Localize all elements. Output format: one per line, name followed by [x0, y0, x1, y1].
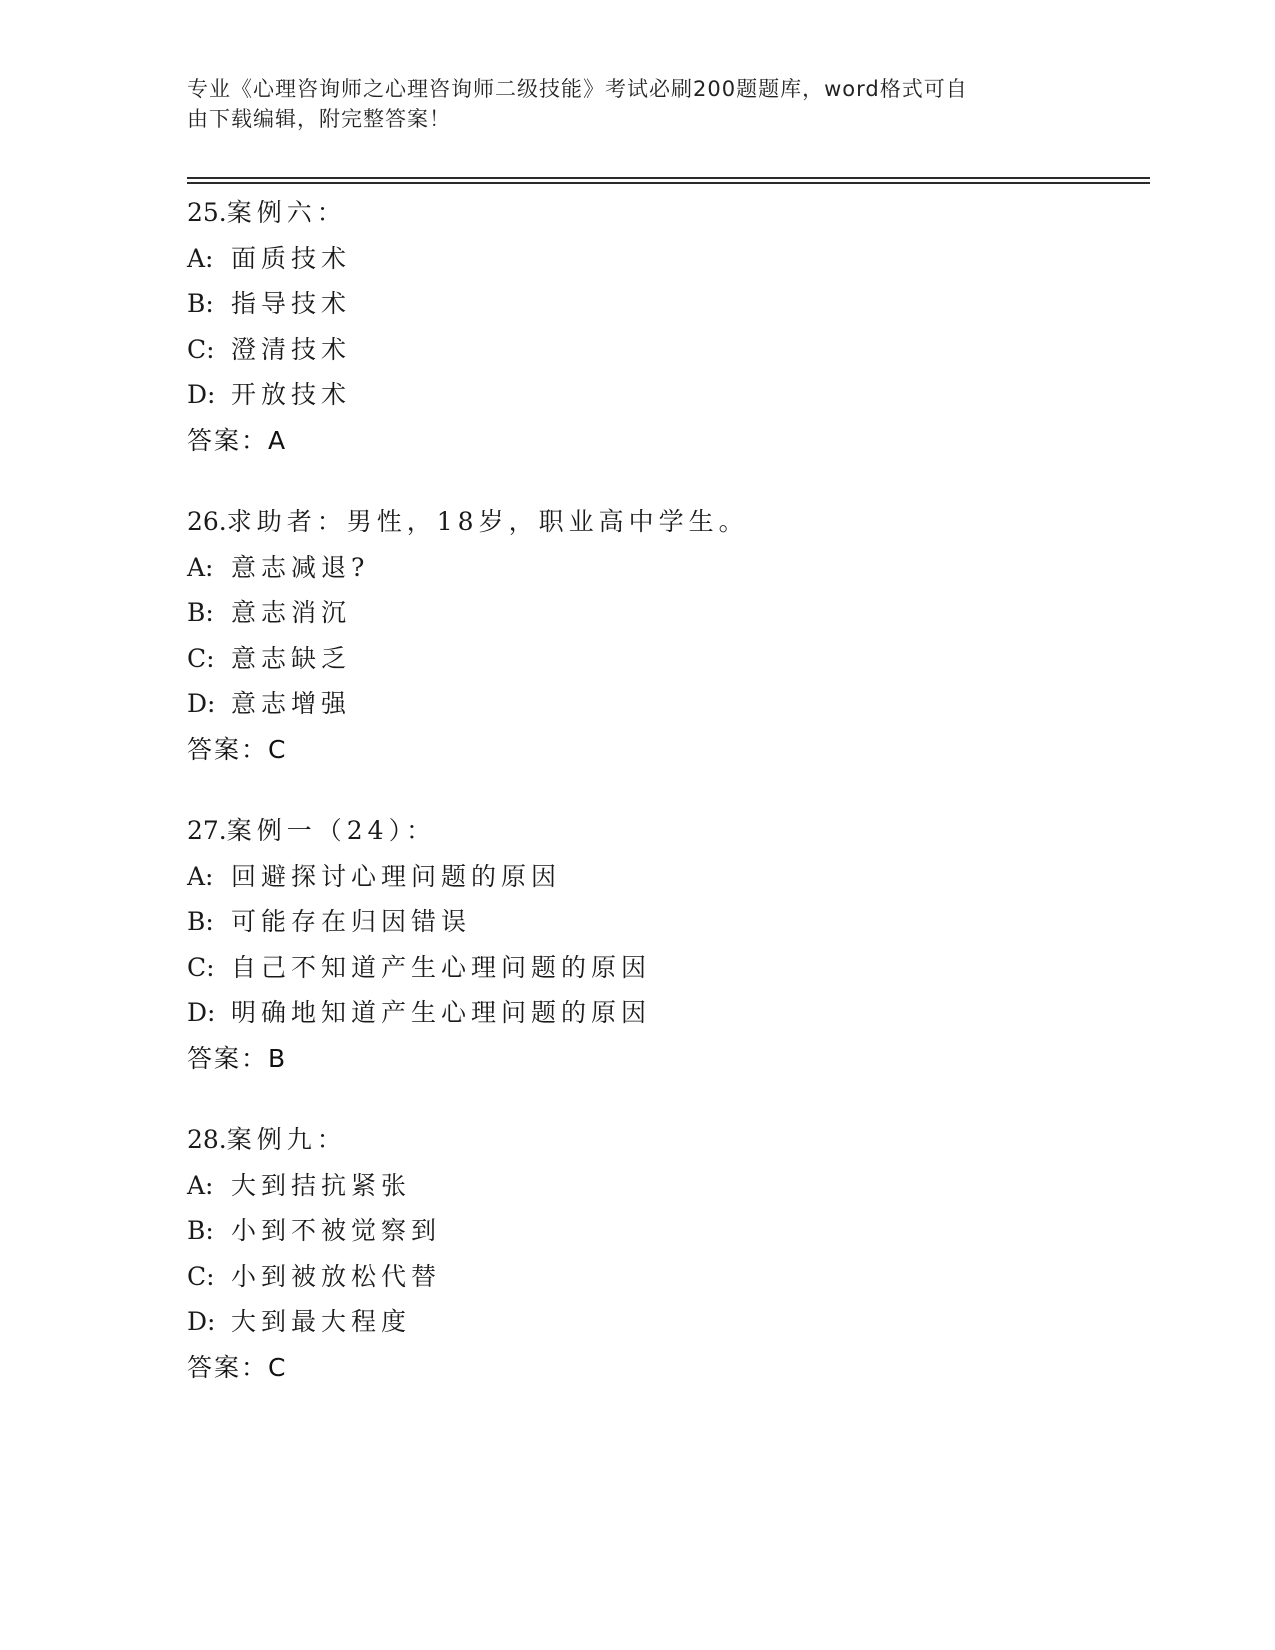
question-number: 28.: [187, 1125, 227, 1154]
option-label: B:: [187, 907, 214, 936]
question-27: [187, 808, 1147, 1081]
option-label: C:: [187, 1261, 215, 1291]
option-label: A:: [187, 1170, 214, 1200]
header-line-2: 由下载编辑，附完整答案！: [187, 107, 451, 131]
option-c: [187, 945, 1147, 991]
option-a: [187, 545, 1147, 591]
option-d: [187, 681, 1147, 727]
question-text: 案例九：: [226, 1125, 347, 1154]
option-text: 小到不被觉察到: [231, 1216, 442, 1245]
option-b: [187, 590, 1147, 636]
option-d: [187, 990, 1147, 1036]
option-label: A:: [187, 552, 214, 582]
option-text: 回避探讨心理问题的原因: [231, 861, 562, 891]
question-stem: [187, 808, 1147, 854]
question-stem: [187, 1117, 1147, 1163]
option-c: [187, 1254, 1147, 1300]
option-b: [187, 899, 1147, 945]
option-text: 意志减退?: [231, 552, 370, 582]
header-line-1: 专业《心理咨询师之心理咨询师二级技能》考试必刷200题题库，word格式可自: [187, 77, 968, 101]
question-25: [187, 190, 1147, 463]
option-c: [187, 636, 1147, 682]
option-label: B:: [187, 289, 214, 318]
option-c: [187, 327, 1147, 373]
option-text: 大到拮抗紧张: [231, 1170, 412, 1200]
answer-line: 答案：C: [187, 734, 288, 764]
question-text: 案例一（24）：: [226, 816, 437, 845]
option-text: 明确地知道产生心理问题的原因: [231, 998, 652, 1027]
option-text: 大到最大程度: [231, 1307, 412, 1336]
option-text: 面质技术: [231, 243, 352, 273]
option-label: B:: [187, 1216, 214, 1245]
header-divider-bottom: [187, 182, 1150, 184]
option-label: D:: [187, 689, 216, 718]
question-text: 求助者：男性，18岁，职业高中学生。: [226, 507, 749, 536]
option-text: 澄清技术: [231, 334, 352, 364]
option-label: D:: [187, 380, 216, 409]
option-text: 意志缺乏: [231, 643, 352, 673]
question-number: 25.: [187, 198, 227, 227]
option-label: A:: [187, 243, 214, 273]
question-stem: [187, 190, 1147, 236]
option-text: 指导技术: [231, 289, 352, 318]
option-label: D:: [187, 998, 216, 1027]
option-text: 意志消沉: [231, 598, 352, 627]
document-header: [187, 74, 1067, 134]
option-text: 意志增强: [231, 689, 352, 718]
option-label: C:: [187, 334, 215, 364]
question-list: [187, 190, 1147, 1426]
option-d: [187, 1299, 1147, 1345]
question-number: 27.: [187, 816, 227, 845]
option-text: 可能存在归因错误: [231, 907, 472, 936]
option-label: A:: [187, 861, 214, 891]
option-a: [187, 1163, 1147, 1209]
header-divider-top: [187, 177, 1150, 179]
option-label: C:: [187, 952, 215, 982]
option-text: 自己不知道产生心理问题的原因: [231, 952, 652, 982]
question-stem: [187, 499, 1147, 545]
option-b: [187, 281, 1147, 327]
option-b: [187, 1208, 1147, 1254]
question-number: 26.: [187, 507, 227, 536]
option-text: 开放技术: [231, 380, 352, 409]
option-d: [187, 372, 1147, 418]
option-text: 小到被放松代替: [231, 1261, 442, 1291]
option-label: C:: [187, 643, 215, 673]
option-a: [187, 236, 1147, 282]
question-28: [187, 1117, 1147, 1390]
option-a: [187, 854, 1147, 900]
answer-line: 答案：A: [187, 425, 288, 455]
question-text: 案例六：: [226, 198, 347, 227]
option-label: D:: [187, 1307, 216, 1336]
option-label: B:: [187, 598, 214, 627]
answer-line: 答案：C: [187, 1352, 288, 1382]
question-26: [187, 499, 1147, 772]
answer-line: 答案：B: [187, 1043, 288, 1073]
